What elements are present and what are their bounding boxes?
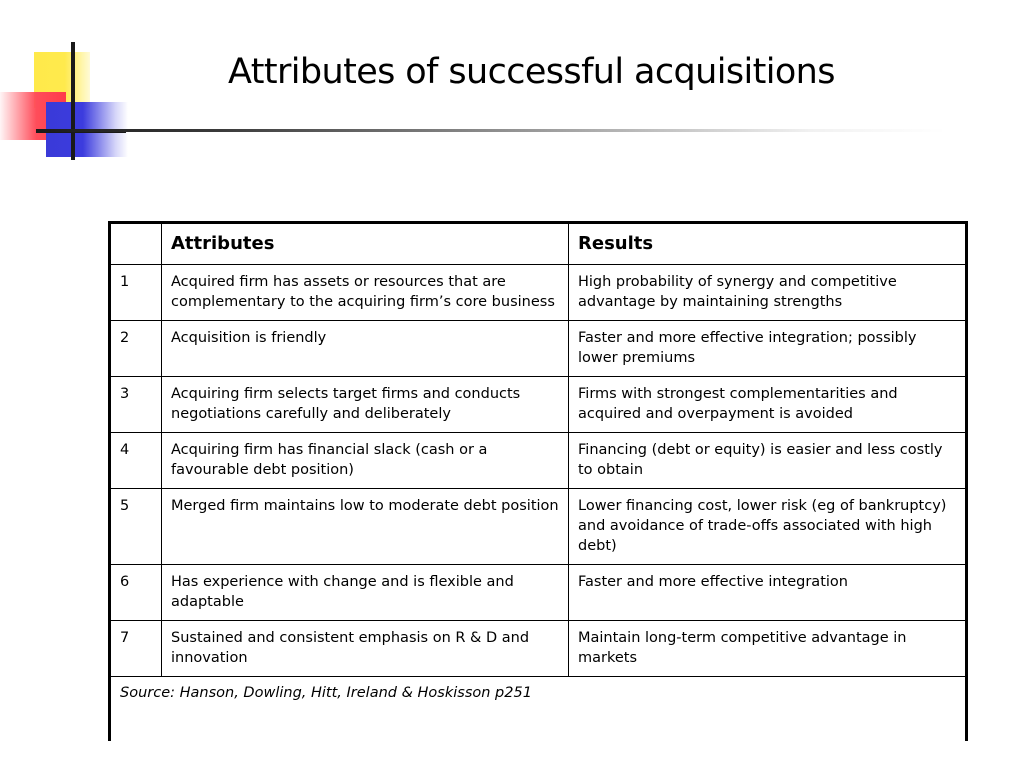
table-row [110, 377, 967, 433]
result-cell: High probability of synergy and competitive advantage by maintaining strengths [569, 265, 967, 321]
result-cell: Faster and more effective integration [569, 565, 967, 621]
result-cell: Financing (debt or equity) is easier and less costly to obtain [569, 433, 967, 489]
row-number: 6 [110, 565, 162, 621]
source-row [110, 677, 967, 742]
table-row [110, 265, 967, 321]
row-number: 2 [110, 321, 162, 377]
row-number: 5 [110, 489, 162, 565]
attribute-cell: Merged firm maintains low to moderate debt position [162, 489, 569, 565]
row-number: 3 [110, 377, 162, 433]
result-cell: Maintain long-term competitive advantage in markets [569, 621, 967, 677]
attribute-cell: Acquiring firm selects target firms and conducts negotiations carefully and deliberately [162, 377, 569, 433]
acquisitions-table [108, 221, 968, 741]
table-row [110, 321, 967, 377]
attribute-cell: Sustained and consistent emphasis on R & D and innovation [162, 621, 569, 677]
attribute-cell: Acquiring firm has financial slack (cash or a favourable debt position) [162, 433, 569, 489]
table-row [110, 489, 967, 565]
row-number: 1 [110, 265, 162, 321]
slide-title: Attributes of successful acquisitions [228, 52, 835, 92]
logo-vertical-line [71, 42, 75, 160]
attribute-cell: Has experience with change and is flexible and adaptable [162, 565, 569, 621]
attribute-cell: Acquired firm has assets or resources that are complementary to the acquiring firm’s core business [162, 265, 569, 321]
row-number: 7 [110, 621, 162, 677]
result-cell: Firms with strongest complementarities and acquired and overpayment is avoided [569, 377, 967, 433]
header-attributes: Attributes [162, 223, 569, 265]
table-row [110, 433, 967, 489]
table-row [110, 621, 967, 677]
table-row [110, 565, 967, 621]
row-number: 4 [110, 433, 162, 489]
header-results: Results [569, 223, 967, 265]
source-citation: Source: Hanson, Dowling, Hitt, Ireland & Hoskisson p251 [110, 677, 967, 742]
title-underline [36, 129, 946, 132]
result-cell: Lower financing cost, lower risk (eg of bankruptcy) and avoidance of trade-offs associated with high debt) [569, 489, 967, 565]
table-header-row [110, 223, 967, 265]
attribute-cell: Acquisition is friendly [162, 321, 569, 377]
header-number [110, 223, 162, 265]
decorative-logo [0, 40, 130, 165]
result-cell: Faster and more effective integration; possibly lower premiums [569, 321, 967, 377]
